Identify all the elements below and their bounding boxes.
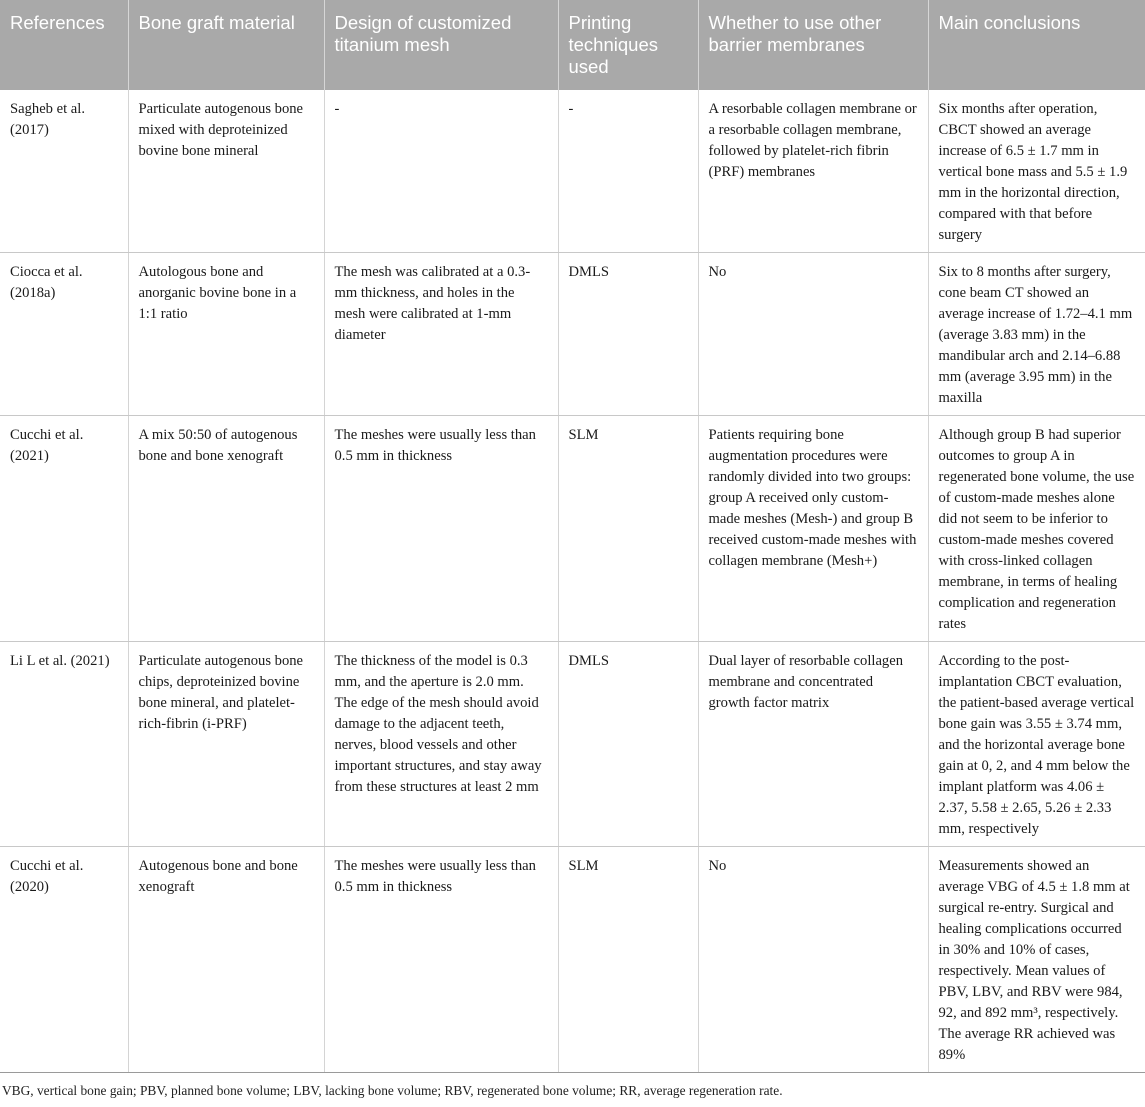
cell-conclusion: Six to 8 months after surgery, cone beam CT showed an average increase of 1.72–4.1 mm (average 3.83 mm) in the mandibular arch and 2.14–6.88 mm (average 3.95 mm) in the maxilla [928, 253, 1145, 416]
cell-membrane: A resorbable collagen membrane or a resorbable collagen membrane, followed by platelet-rich fibrin (PRF) membranes [698, 90, 928, 253]
cell-printing: SLM [558, 847, 698, 1073]
cell-reference: Cucchi et al. (2021) [0, 416, 128, 642]
cell-reference: Cucchi et al. (2020) [0, 847, 128, 1073]
cell-bone-graft: A mix 50:50 of autogenous bone and bone xenograft [128, 416, 324, 642]
cell-printing: SLM [558, 416, 698, 642]
header-main-conclusions: Main conclusions [928, 0, 1145, 90]
cell-membrane: Dual layer of resorbable collagen membrane and concentrated growth factor matrix [698, 642, 928, 847]
header-mesh-design: Design of customized titanium mesh [324, 0, 558, 90]
cell-mesh-design: The thickness of the model is 0.3 mm, and the aperture is 2.0 mm. The edge of the mesh should avoid damage to the adjacent teeth, nerves, blood vessels and other important structures, and stay away from these structures at least 2 mm [324, 642, 558, 847]
cell-mesh-design: The mesh was calibrated at a 0.3-mm thickness, and holes in the mesh were calibrated at 1-mm diameter [324, 253, 558, 416]
cell-reference: Sagheb et al. (2017) [0, 90, 128, 253]
cell-reference: Ciocca et al. (2018a) [0, 253, 128, 416]
table-footnote: VBG, vertical bone gain; PBV, planned bone volume; LBV, lacking bone volume; RBV, regenerated bone volume; RR, average regeneration rate. [2, 1083, 783, 1098]
cell-reference: Li L et al. (2021) [0, 642, 128, 847]
cell-printing: DMLS [558, 642, 698, 847]
header-row [0, 0, 1145, 90]
header-bone-graft-material: Bone graft material [128, 0, 324, 90]
cell-mesh-design: The meshes were usually less than 0.5 mm in thickness [324, 416, 558, 642]
table-row [0, 416, 1145, 642]
table-row [0, 847, 1145, 1073]
cell-bone-graft: Autologous bone and anorganic bovine bone in a 1:1 ratio [128, 253, 324, 416]
cell-mesh-design: - [324, 90, 558, 253]
header-barrier-membranes: Whether to use other barrier membranes [698, 0, 928, 90]
header-references: References [0, 0, 128, 90]
cell-membrane: Patients requiring bone augmentation procedures were randomly divided into two groups: group A received only custom-made meshes (Mesh-) and group B received custom-made meshes with collagen membrane (Mesh+) [698, 416, 928, 642]
table-row [0, 253, 1145, 416]
cell-conclusion: Six months after operation, CBCT showed an average increase of 6.5 ± 1.7 mm in vertical bone mass and 5.5 ± 1.9 mm in the horizontal direction, compared with that before surgery [928, 90, 1145, 253]
cell-conclusion: Although group B had superior outcomes to group A in regenerated bone volume, the use of custom-made meshes alone did not seem to be inferior to custom-made meshes covered with cross-linked collagen membrane, in terms of healing complication and regeneration rates [928, 416, 1145, 642]
cell-bone-graft: Particulate autogenous bone mixed with deproteinized bovine bone mineral [128, 90, 324, 253]
cell-printing: - [558, 90, 698, 253]
cell-membrane: No [698, 847, 928, 1073]
table-header [0, 0, 1145, 90]
cell-membrane: No [698, 253, 928, 416]
header-printing-techniques: Printing techniques used [558, 0, 698, 90]
cell-bone-graft: Autogenous bone and bone xenograft [128, 847, 324, 1073]
table-row [0, 90, 1145, 253]
cell-conclusion: Measurements showed an average VBG of 4.5 ± 1.8 mm at surgical re-entry. Surgical and healing complications occurred in 30% and 10% of cases, respectively. Mean values of PBV, LBV, and RBV were 984, 92, and 892 mm³, respectively. The average RR achieved was 89% [928, 847, 1145, 1073]
cell-conclusion: According to the post-implantation CBCT evaluation, the patient-based average vertical bone gain was 3.55 ± 3.74 mm, and the horizontal average bone gain at 0, 2, and 4 mm below the implant platform was 4.06 ± 2.37, 5.58 ± 2.65, 5.26 ± 2.33 mm, respectively [928, 642, 1145, 847]
cell-printing: DMLS [558, 253, 698, 416]
cell-bone-graft: Particulate autogenous bone chips, deproteinized bovine bone mineral, and platelet-rich-fibrin (i-PRF) [128, 642, 324, 847]
cell-mesh-design: The meshes were usually less than 0.5 mm in thickness [324, 847, 558, 1073]
table-body [0, 90, 1145, 1073]
table-row [0, 642, 1145, 847]
